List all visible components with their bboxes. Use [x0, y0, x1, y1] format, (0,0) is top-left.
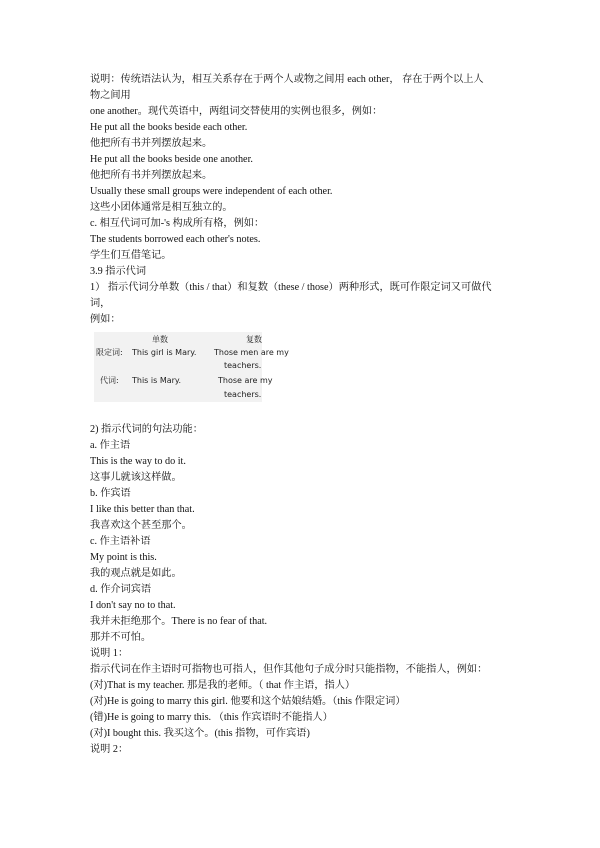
text-line: This is the way to do it. — [90, 456, 186, 467]
text-line: b. 作宾语 — [90, 488, 131, 499]
document-page — [90, 72, 520, 758]
text-line: I don't say no to that. — [90, 600, 176, 611]
text-line: 说明 1： — [90, 648, 129, 659]
table-cell-det-singular: This girl is Mary. — [132, 348, 197, 357]
text-line: (对)That is my teacher. 那是我的老师。（ that 作主语，指人） — [90, 680, 356, 691]
text-line: He put all the books beside one another. — [90, 154, 253, 165]
text-line: 词， — [90, 298, 111, 309]
table-header-plural: 复数 — [246, 335, 262, 344]
text-line: 我喜欢这个甚至那个。 — [90, 520, 192, 531]
text-line: My point is this. — [90, 552, 157, 563]
table-cell-pron-plural-line1: Those are my — [218, 376, 273, 385]
table-cell-det-plural-line1: Those men are my — [214, 348, 289, 357]
text-line: 3.9 指示代词 — [90, 266, 147, 277]
text-line: 那并不可怕。 — [90, 632, 152, 643]
text-line: Usually these small groups were independent of each other. — [90, 186, 333, 197]
table-row-label-determiner: 限定词: — [96, 348, 123, 357]
text-line: 物之间用 — [90, 90, 131, 101]
text-block-after-table — [90, 422, 520, 758]
text-line: 我并未拒绝那个。There is no fear of that. — [90, 616, 268, 627]
text-line: 1） 指示代词分单数（this / that）和复数（these / those）两种形式，既可作限定词又可做代 — [90, 282, 492, 293]
text-line: 他把所有书并列摆放起来。 — [90, 138, 213, 149]
text-line: 学生们互借笔记。 — [90, 250, 172, 261]
table-cell-pron-singular: This is Mary. — [132, 376, 182, 385]
text-line: d. 作介词宾语 — [90, 584, 152, 595]
text-line: (对)He is going to marry this girl. 他要和这个姑娘结婚。（this 作限定词） — [90, 696, 406, 707]
table-cell-det-plural-line2: teachers. — [224, 361, 262, 370]
text-line: 2) 指示代词的句法功能： — [90, 424, 203, 435]
text-line: 例如： — [90, 314, 121, 325]
text-line: 这些小团体通常是相互独立的。 — [90, 202, 233, 213]
demonstrative-pronoun-table — [94, 332, 289, 402]
table-cell-pron-plural-line2: teachers. — [224, 390, 262, 399]
text-line: (对)I bought this. 我买这个。(this 指物，可作宾语) — [90, 728, 310, 739]
text-line: 指示代词在作主语时可指物也可指人，但作其他句子成分时只能指物，不能指人，例如： — [90, 664, 488, 675]
text-line: 我的观点就是如此。 — [90, 568, 182, 579]
text-line: 这事儿就该这样做。 — [90, 472, 182, 483]
text-block-before-table — [90, 72, 520, 328]
text-line: The students borrowed each other's notes. — [90, 234, 261, 245]
text-line: I like this better than that. — [90, 504, 195, 515]
text-line: a. 作主语 — [90, 440, 131, 451]
text-line: c. 作主语补语 — [90, 536, 151, 547]
text-line: one another。现代英语中，两组词交替使用的实例也很多，例如： — [90, 106, 383, 117]
text-line: 他把所有书并列摆放起来。 — [90, 170, 213, 181]
table-row-label-pronoun: 代词: — [100, 376, 119, 385]
text-line: (错)He is going to marry this. （this 作宾语时不能指人） — [90, 712, 333, 723]
table-header-singular: 单数 — [152, 335, 168, 344]
text-line: 说明：传统语法认为，相互关系存在于两个人或物之间用 each other， 存在于两个以上人 — [90, 74, 484, 85]
text-line: c. 相互代词可加-'s 构成所有格，例如： — [90, 218, 265, 229]
text-line: He put all the books beside each other. — [90, 122, 248, 133]
text-line: 说明 2： — [90, 744, 129, 755]
